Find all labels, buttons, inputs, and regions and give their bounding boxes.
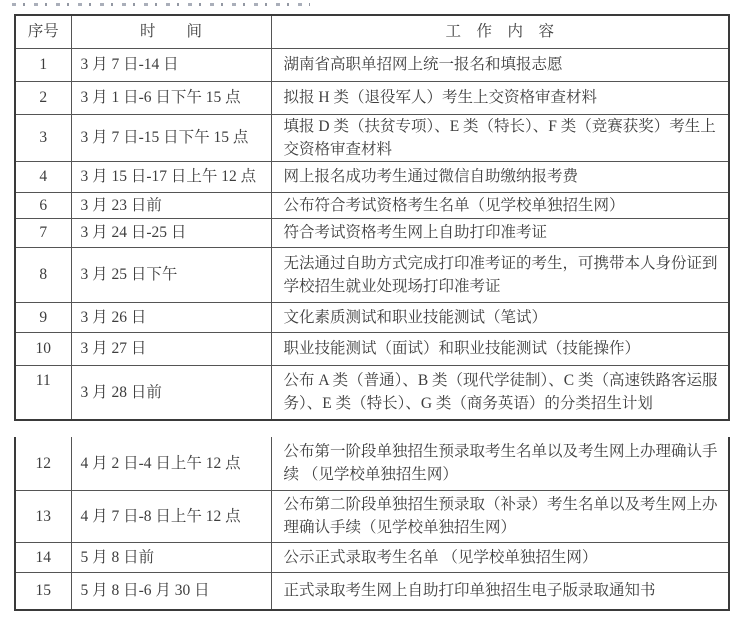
column-header-time: 时 间 [71, 15, 271, 48]
table-row [15, 161, 729, 192]
table-row [15, 437, 729, 490]
time-cell: 3 月 27 日 [71, 332, 271, 365]
row-number-cell: 14 [15, 542, 71, 572]
table-row [15, 572, 729, 610]
content-cell: 正式录取考生网上自助打印单独招生电子版录取通知书 [271, 572, 729, 610]
time-cell: 3 月 7 日-15 日下午 15 点 [71, 114, 271, 161]
table-row [15, 247, 729, 302]
time-cell: 3 月 15 日-17 日上午 12 点 [71, 161, 271, 192]
row-number-cell: 13 [15, 490, 71, 542]
row-number-cell: 1 [15, 48, 71, 81]
time-cell: 4 月 7 日-8 日上午 12 点 [71, 490, 271, 542]
table-row [15, 48, 729, 81]
row-number-cell: 15 [15, 572, 71, 610]
table-row [15, 81, 729, 114]
time-cell: 5 月 8 日-6 月 30 日 [71, 572, 271, 610]
table-row [15, 114, 729, 161]
content-cell: 拟报 H 类（退役军人）考生上交资格审查材料 [271, 81, 729, 114]
row-number-cell: 4 [15, 161, 71, 192]
time-cell: 3 月 25 日下午 [71, 247, 271, 302]
schedule-table-part-2 [14, 437, 730, 611]
content-cell: 公布 A 类（普通）、B 类（现代学徒制）、C 类（高速铁路客运服务）、E 类（特长）、G 类（商务英语）的分类招生计划 [271, 365, 729, 420]
time-cell: 4 月 2 日-4 日上午 12 点 [71, 437, 271, 490]
table-row [15, 192, 729, 218]
time-cell: 3 月 7 日-14 日 [71, 48, 271, 81]
content-cell: 公示正式录取考生名单 （见学校单独招生网） [271, 542, 729, 572]
time-cell: 3 月 28 日前 [71, 365, 271, 420]
table-row [15, 332, 729, 365]
content-cell: 符合考试资格考生网上自助打印准考证 [271, 218, 729, 247]
row-number-cell: 12 [15, 437, 71, 490]
content-cell: 公布符合考试资格考生名单（见学校单独招生网） [271, 192, 729, 218]
row-number-cell: 11 [15, 365, 71, 420]
row-number-cell: 2 [15, 81, 71, 114]
row-number-cell: 9 [15, 302, 71, 332]
table-row [15, 218, 729, 247]
content-cell: 网上报名成功考生通过微信自助缴纳报考费 [271, 161, 729, 192]
table-row [15, 542, 729, 572]
time-cell: 3 月 1 日-6 日下午 15 点 [71, 81, 271, 114]
content-cell: 公布第二阶段单独招生预录取（补录）考生名单以及考生网上办理确认手续（见学校单独招生网） [271, 490, 729, 542]
table-row [15, 302, 729, 332]
row-number-cell: 8 [15, 247, 71, 302]
clipped-text-fragments [12, 3, 310, 6]
time-cell: 3 月 26 日 [71, 302, 271, 332]
content-cell: 无法通过自助方式完成打印准考证的考生，可携带本人身份证到学校招生就业处现场打印准考证 [271, 247, 729, 302]
time-cell: 5 月 8 日前 [71, 542, 271, 572]
row-number-cell: 3 [15, 114, 71, 161]
content-cell: 湖南省高职单招网上统一报名和填报志愿 [271, 48, 729, 81]
row-number-cell: 6 [15, 192, 71, 218]
content-cell: 职业技能测试（面试）和职业技能测试（技能操作） [271, 332, 729, 365]
row-number-cell: 10 [15, 332, 71, 365]
row-number-cell: 7 [15, 218, 71, 247]
content-cell: 公布第一阶段单独招生预录取考生名单以及考生网上办理确认手续 （见学校单独招生网） [271, 437, 729, 490]
table-row [15, 490, 729, 542]
content-cell: 文化素质测试和职业技能测试（笔试） [271, 302, 729, 332]
table-header-row [15, 15, 729, 48]
column-header-number: 序号 [15, 15, 71, 48]
time-cell: 3 月 24 日-25 日 [71, 218, 271, 247]
column-header-content: 工 作 内 容 [271, 15, 729, 48]
time-cell: 3 月 23 日前 [71, 192, 271, 218]
table-row [15, 365, 729, 420]
content-cell: 填报 D 类（扶贫专项）、E 类（特长）、F 类（竞赛获奖）考生上交资格审查材料 [271, 114, 729, 161]
schedule-table-part-1 [14, 14, 730, 421]
